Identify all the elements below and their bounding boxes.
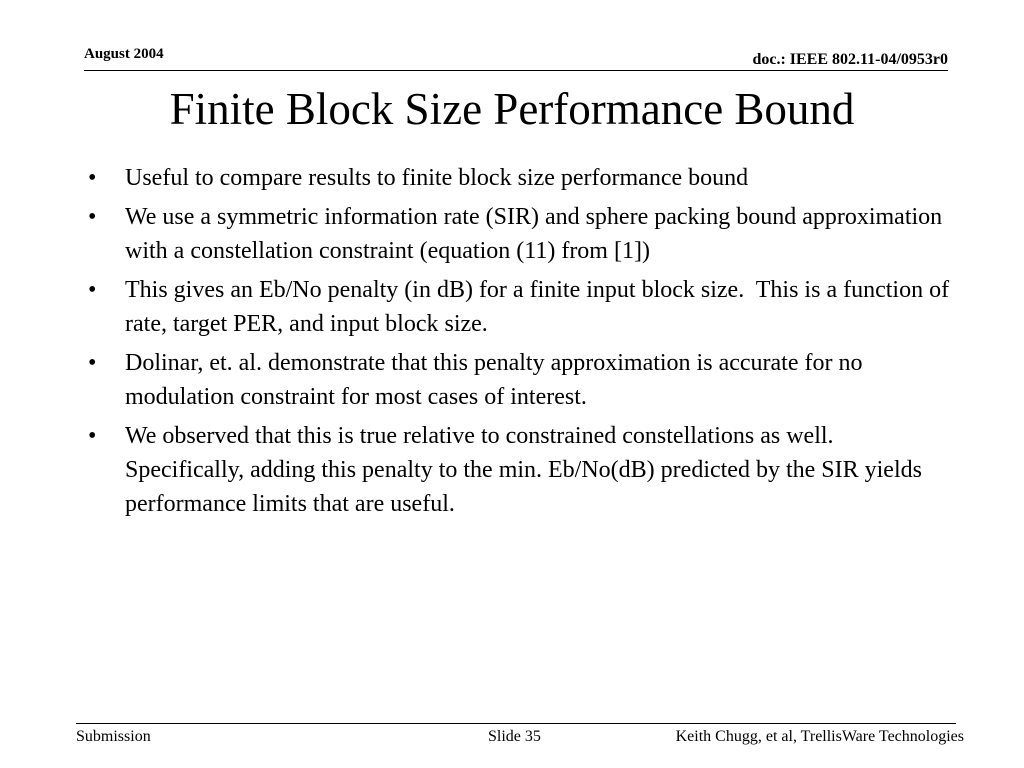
bullet-item [88,346,950,414]
bullet-item [88,419,950,521]
bullet-text: We observed that this is true relative to constrained constellations as well. Specifically, adding this penalty to the min. Eb/No(dB) predicted by the SIR yields performance limits that are useful. [125,423,928,517]
header-divider [84,70,948,71]
slide-title: Finite Block Size Performance Bound [169,84,855,134]
header-doc-id: doc.: IEEE 802.11-04/0953r0 [752,51,948,68]
bullet-text: Useful to compare results to finite block size performance bound [125,165,749,191]
bullet-item [88,273,956,341]
footer-submission: Submission [76,728,151,745]
bullet-icon: • [88,277,97,303]
header-date: August 2004 [84,46,164,62]
bullet-icon: • [88,350,97,376]
footer-authors: Keith Chugg, et al, TrellisWare Technologies [675,728,964,745]
bullet-item [88,161,950,195]
bullet-icon: • [88,423,97,449]
bullet-item [88,200,950,268]
footer-divider [76,723,956,724]
bullet-text: We use a symmetric information rate (SIR) and sphere packing bound approximation with a constellation constraint (equation (11) from [1]) [125,204,943,264]
bullet-icon: • [88,165,97,191]
bullet-list [88,161,956,526]
bullet-text: This gives an Eb/No penalty (in dB) for a finite input block size. This is a function of rate, target PER, and input block size. [125,277,956,337]
bullet-text: Dolinar, et. al. demonstrate that this penalty approximation is accurate for no modulation constraint for most cases of interest. [125,350,863,410]
footer-slide-number: Slide 35 [488,728,541,745]
bullet-icon: • [88,204,97,230]
